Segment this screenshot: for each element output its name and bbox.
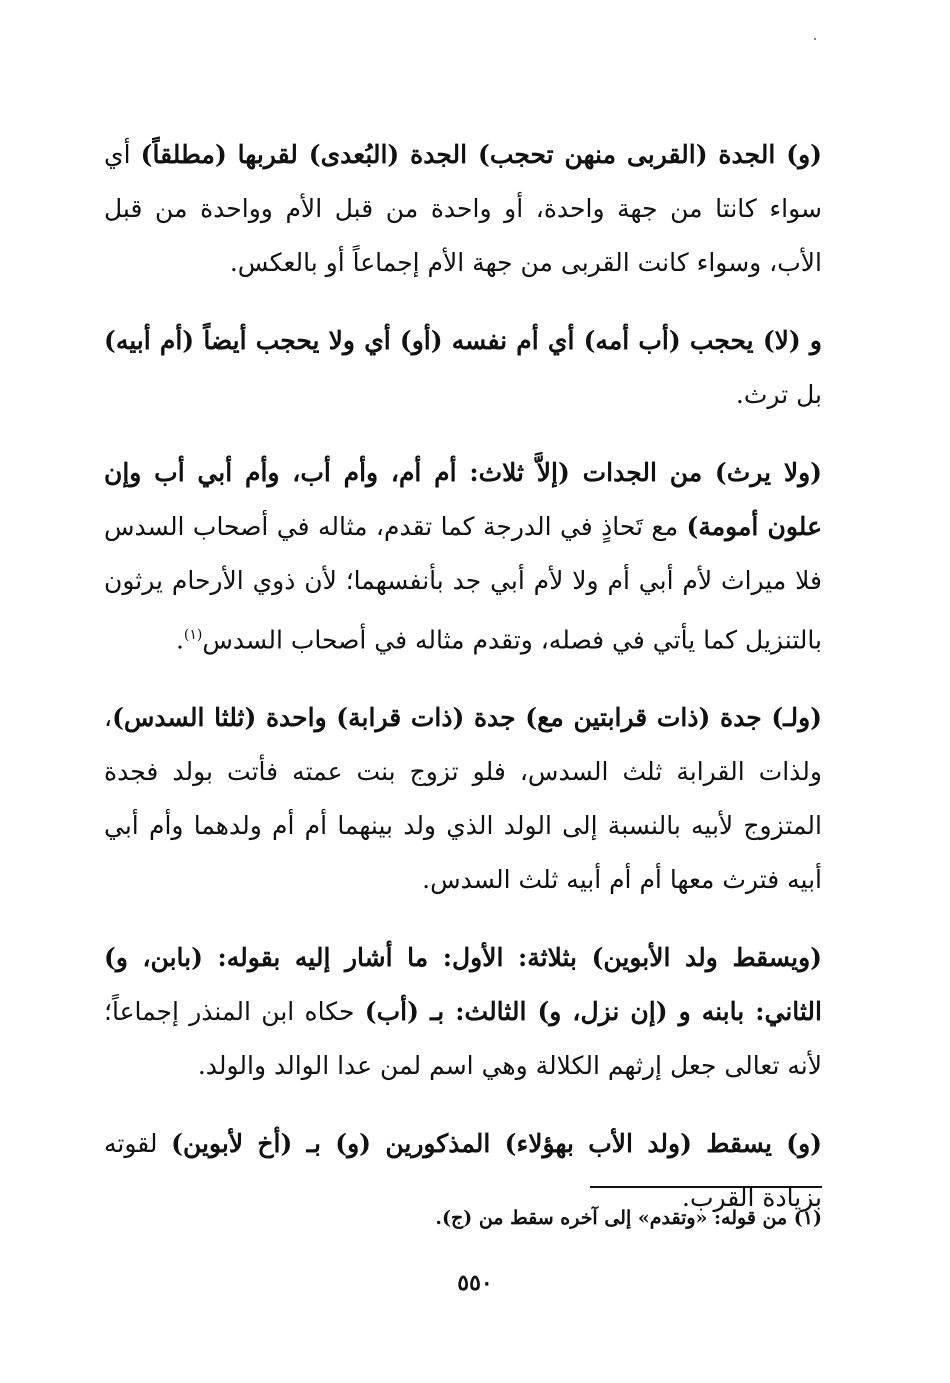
paragraph-6-text: لقوته بزيادة القرب. xyxy=(104,1129,822,1213)
footnote-divider xyxy=(590,1186,822,1188)
paragraph-2-lead: و (لا) يحجب (أب أمه) أي أم نفسه (أو) أي ولا يحجب أيضاً (أم أبيه) xyxy=(104,326,822,355)
paragraph-3 xyxy=(104,446,822,667)
paragraph-4-lead: (ولـ) جدة (ذات قرابتين مع) جدة (ذات قرابة) واحدة (ثلثا السدس) xyxy=(112,703,822,733)
page-number: ٥٥٠ xyxy=(457,1270,493,1296)
paragraph-2-text: بل ترث. xyxy=(735,380,822,409)
paragraph-5 xyxy=(104,931,822,1093)
paragraph-4-text: ، ولذات القرابة ثلث السدس، فلو تزوج بنت عمته فأتت بولد فجدة المتزوج لأبيه بالنسبة إلى الولد الذي ولد بينهما أم أم ولدهما وأم أبي أبيه فترث معها أم أم أبيه ثلث السدس. xyxy=(104,703,822,895)
paragraph-4 xyxy=(104,691,822,907)
paragraph-3-lead: (ولا يرث) من الجدات (إلاَّ ثلاث: أم أم، وأم أب، وأم أبي أب وإن علون أمومة) xyxy=(104,458,822,541)
paragraph-1-lead: (و) الجدة (القربى منهن تحجب) الجدة (البُعدى) لقربها (مطلقاً) xyxy=(140,140,822,169)
paragraph-1-text: أي سواء كانتا من جهة واحدة، أو واحدة من قبل الأم وواحدة من قبل الأب، وسواء كانت القربى من جهة الأم إجماعاً أو بالعكس. xyxy=(104,140,822,277)
page-body xyxy=(104,128,822,1249)
paragraph-5-text: حكاه ابن المنذر إجماعاً؛ لأنه تعالى جعل إرثهم الكلالة وهي اسم لمن عدا الوالد والولد. xyxy=(104,997,822,1081)
paragraph-6-lead: (و) يسقط (ولد الأب بهؤلاء) المذكورين (و) بـ (أخ لأبوين) xyxy=(171,1129,822,1159)
footnote-reference[interactable]: (١) xyxy=(183,627,203,643)
paragraph-2 xyxy=(104,314,822,422)
footnote: (١) من قوله: «وتقدم» إلى آخره سقط من (ج). xyxy=(435,1207,822,1229)
paragraph-3-tail: . xyxy=(175,625,184,655)
scan-speck xyxy=(814,38,816,40)
paragraph-5-lead: (ويسقط ولد الأبوين) بثلاثة: الأول: ما أشار إليه بقوله: (بابن، و) الثاني: بابنه و (إن نزل، و) الثالث: بـ (أب) xyxy=(104,943,822,1027)
paragraph-1 xyxy=(104,128,822,290)
paragraph-3-text: مع تَحاذٍ في الدرجة كما تقدم، مثاله في أصحاب السدس فلا ميراث لأم أبي أم ولا لأم أبي جد بأنفسهما؛ لأن ذوي الأرحام يرثون بالتنزيل كما يأتي في فصله، وتقدم مثاله في أصحاب السدس xyxy=(104,512,822,655)
